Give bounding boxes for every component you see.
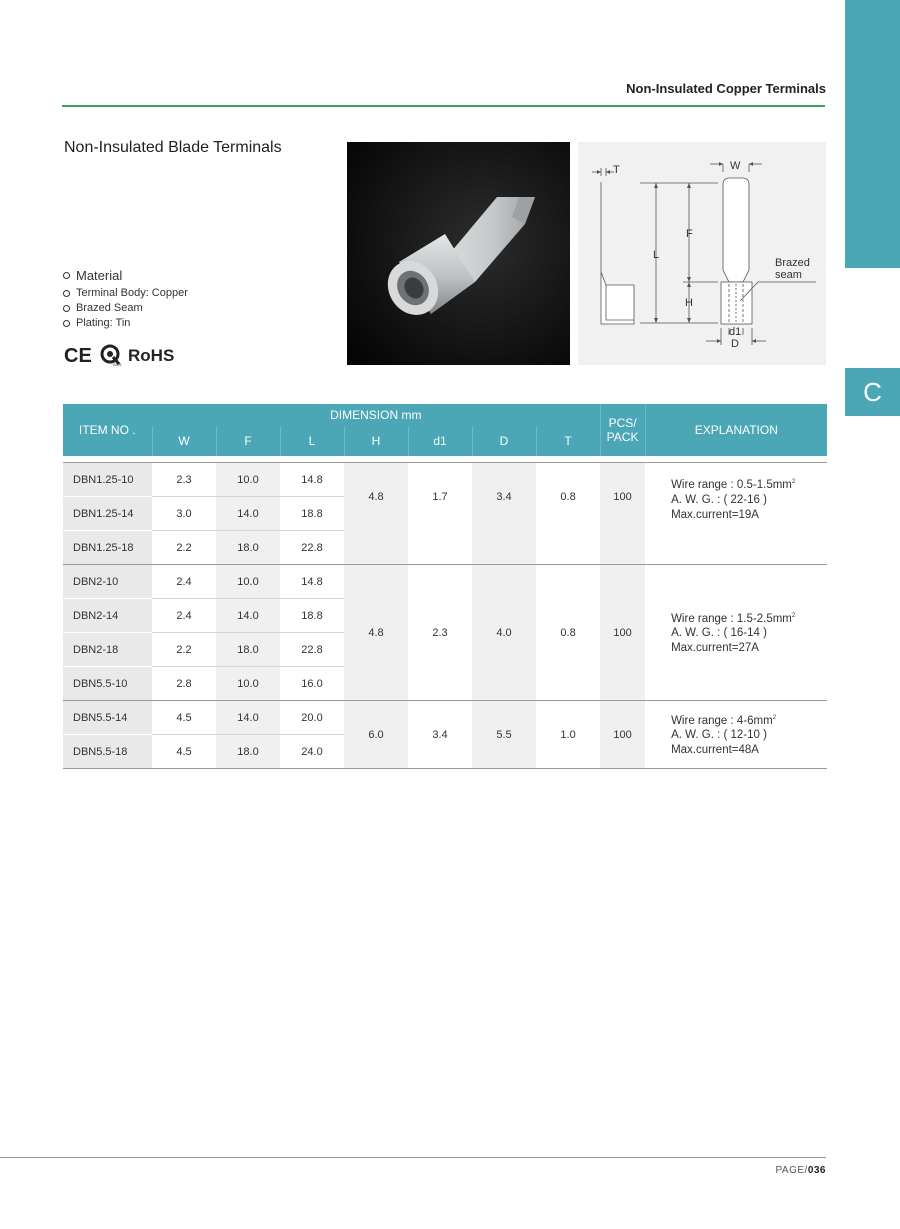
header-divider — [62, 105, 825, 107]
section-letter-tab: C — [845, 368, 900, 416]
sgs-mark-icon — [102, 346, 122, 367]
header-pcs-pack: PCS/ PACK — [600, 404, 645, 456]
section-tab-strip — [845, 0, 900, 268]
certification-logos — [64, 343, 194, 367]
svg-text:W: W — [730, 160, 741, 172]
table-row: DBN5.5-14 4.5 14.0 20.0 6.0 3.4 5.5 1.0 100 Wire range : $4-6mm^2$ A. W. G. : ( 12-10 ) Max.current=48A — [63, 701, 827, 735]
header-w: W — [152, 426, 216, 456]
table-row: DBN1.25-14 3.0 14.0 18.8 — [63, 497, 827, 531]
header-dimension: DIMENSION mm — [152, 404, 600, 426]
spec-list — [63, 268, 188, 332]
spec-item: Plating: Tin — [63, 317, 188, 329]
table-row: DBN2-10 2.4 10.0 14.8 4.8 2.3 4.0 0.8 100 Wire range : $1.5-2.5mm^2$ A. W. G. : ( 16-14 ) Max.current=27A — [63, 565, 827, 599]
svg-text:seam: seam — [775, 269, 802, 281]
table-row: DBN1.25-18 2.2 18.0 22.8 — [63, 531, 827, 565]
table-row: DBN5.5-18 4.5 18.0 24.0 — [63, 735, 827, 769]
product-title: Non-Insulated Blade Terminals — [64, 139, 282, 156]
header-f: F — [216, 426, 280, 456]
bullet-icon — [63, 305, 70, 312]
header-title: Non-Insulated Copper Terminals — [626, 81, 826, 96]
dimension-table — [63, 404, 827, 769]
header-t: T — [536, 426, 600, 456]
page-number: PAGE/036 — [775, 1165, 826, 1176]
ce-mark-icon: CE — [64, 345, 92, 367]
bullet-icon — [63, 320, 70, 327]
svg-text:F: F — [686, 228, 693, 240]
spec-item: Terminal Body: Copper — [63, 287, 188, 299]
footer-divider — [0, 1157, 826, 1158]
rohs-mark-icon: RoHS — [128, 346, 175, 365]
explanation-cell: Wire range : $0.5-1.5mm^2$ A. W. G. : ( 22-16 ) Max.current=19A — [645, 463, 827, 565]
bullet-icon — [63, 290, 70, 297]
header-d1: d1 — [408, 426, 472, 456]
product-photo — [347, 142, 570, 365]
svg-text:d1: d1 — [729, 326, 742, 338]
table-row: DBN2-18 2.2 18.0 22.8 — [63, 633, 827, 667]
dimension-drawing — [578, 142, 826, 365]
table-row: DBN5.5-10 2.8 10.0 16.0 — [63, 667, 827, 701]
explanation-cell: Wire range : $4-6mm^2$ A. W. G. : ( 12-10 ) Max.current=48A — [645, 701, 827, 769]
svg-text:L: L — [653, 249, 660, 261]
header-h: H — [344, 426, 408, 456]
svg-text:SGS: SGS — [113, 362, 122, 367]
header-item-no: ITEM NO . — [63, 404, 152, 456]
explanation-cell: Wire range : $1.5-2.5mm^2$ A. W. G. : ( 16-14 ) Max.current=27A — [645, 565, 827, 701]
svg-text:T: T — [613, 164, 620, 176]
header-explanation: EXPLANATION — [645, 404, 827, 456]
svg-text:Brazed: Brazed — [775, 257, 810, 269]
spec-item: Material — [63, 268, 188, 283]
header-d: D — [472, 426, 536, 456]
header-l: L — [280, 426, 344, 456]
table-row: DBN1.25-10 2.3 10.0 14.8 4.8 1.7 3.4 0.8 100 Wire range : $0.5-1.5mm^2$ A. W. G. : ( 22-16 ) Max.current=19A — [63, 463, 827, 497]
bullet-icon — [63, 272, 70, 279]
table-row: DBN2-14 2.4 14.0 18.8 — [63, 599, 827, 633]
spec-item: Brazed Seam — [63, 302, 188, 314]
svg-text:D: D — [731, 338, 739, 350]
svg-text:H: H — [685, 297, 693, 309]
